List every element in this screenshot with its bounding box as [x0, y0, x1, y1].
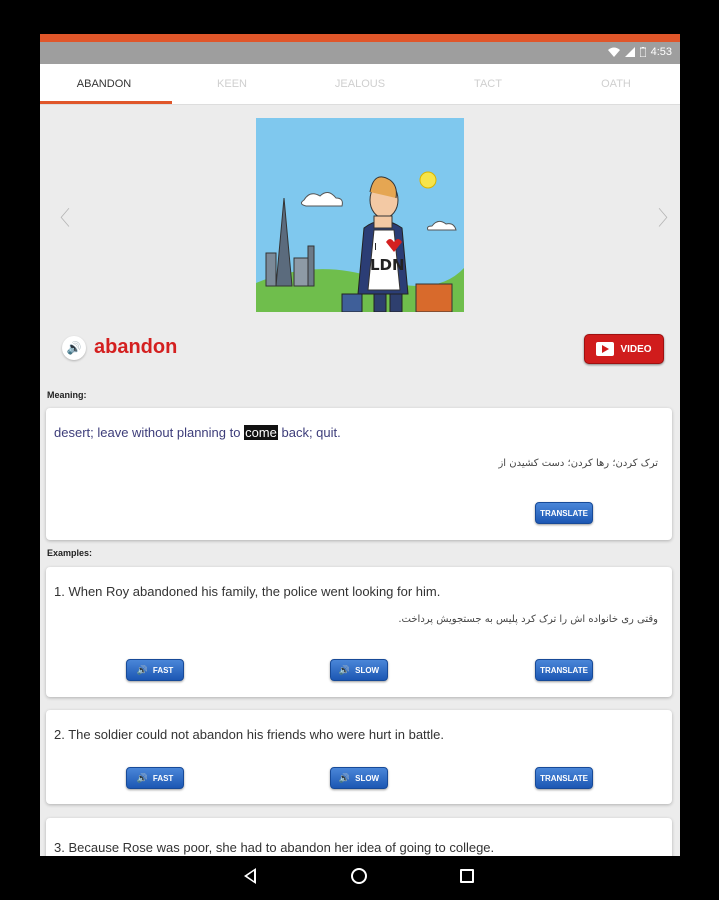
meaning-label: Meaning:	[47, 390, 87, 400]
tab-tact[interactable]: TACT	[474, 78, 502, 90]
tab-oath[interactable]: OATH	[601, 78, 631, 90]
tab-keen[interactable]: KEEN	[217, 78, 247, 90]
example-translation-1: وقتی ری خانواده اش را ترک کرد پلیس به جستجویش پرداخت.	[398, 614, 658, 625]
slow-label: SLOW	[355, 665, 380, 675]
example-1-translate-button[interactable]: TRANSLATE	[535, 659, 593, 681]
app-screen	[40, 34, 680, 856]
speaker-icon: 🔊	[338, 664, 351, 675]
example-text-2: 2. The soldier could not abandon his friends who were hurt in battle.	[54, 727, 444, 742]
example-text-3: 3. Because Rose was poor, she had to abandon her idea of going to college.	[54, 840, 495, 855]
meaning-translate-button[interactable]: TRANSLATE	[535, 502, 593, 524]
example-2-translate-button[interactable]: TRANSLATE	[535, 767, 593, 789]
slow-label: SLOW	[355, 773, 380, 783]
meaning-card	[46, 408, 672, 540]
tab-abandon[interactable]: ABANDON	[76, 78, 132, 90]
shirt-text: LDN	[370, 256, 405, 274]
word-tabs	[40, 64, 680, 105]
signal-icon	[625, 47, 635, 57]
meaning-text-before: desert; leave without planning to	[54, 425, 245, 440]
word-header	[54, 332, 666, 372]
android-nav-bar	[0, 856, 719, 900]
example-1-slow-button[interactable]	[330, 659, 388, 681]
word-illustration	[256, 118, 464, 312]
shirt-letter-i: I	[374, 242, 377, 253]
play-icon	[596, 342, 614, 356]
home-icon[interactable]	[351, 868, 367, 884]
speaker-icon: 🔊	[136, 772, 148, 783]
status-bar	[40, 42, 680, 64]
meaning-translation: ترک کردن؛ رها کردن؛ دست کشیدن از	[498, 458, 658, 469]
speaker-icon: 🔊	[338, 772, 351, 783]
example-card-2	[46, 710, 672, 804]
example-1-fast-button[interactable]	[126, 659, 184, 681]
example-2-fast-button[interactable]	[126, 767, 184, 789]
top-accent-line	[40, 34, 680, 42]
recent-apps-icon[interactable]	[460, 869, 474, 883]
meaning-text-after: back; quit.	[277, 425, 341, 440]
back-icon[interactable]	[244, 868, 256, 884]
fast-label: FAST	[152, 773, 174, 783]
examples-label: Examples:	[47, 548, 93, 558]
video-button-label: VIDEO	[620, 343, 652, 355]
example-card-3	[46, 818, 672, 856]
word-title: abandon	[94, 336, 178, 358]
battery-icon	[640, 47, 646, 57]
chevron-left-icon[interactable]: 〈	[50, 208, 70, 230]
wifi-icon	[608, 47, 620, 57]
status-time: 4:53	[650, 46, 672, 58]
example-2-slow-button[interactable]	[330, 767, 388, 789]
status-icons	[608, 46, 672, 58]
chevron-right-icon[interactable]: 〉	[658, 208, 678, 230]
example-card-1	[46, 567, 672, 697]
meaning-text	[54, 425, 341, 440]
tab-indicator	[40, 101, 172, 104]
example-text-1: 1. When Roy abandoned his family, the police went looking for him.	[54, 584, 441, 599]
pronounce-speaker-icon[interactable]: 🔊	[62, 336, 86, 360]
video-button[interactable]	[584, 334, 664, 364]
speaker-icon: 🔊	[136, 664, 148, 675]
fast-label: FAST	[152, 665, 174, 675]
tab-jealous[interactable]: JEALOUS	[334, 78, 386, 90]
meaning-highlight: come	[245, 425, 277, 440]
